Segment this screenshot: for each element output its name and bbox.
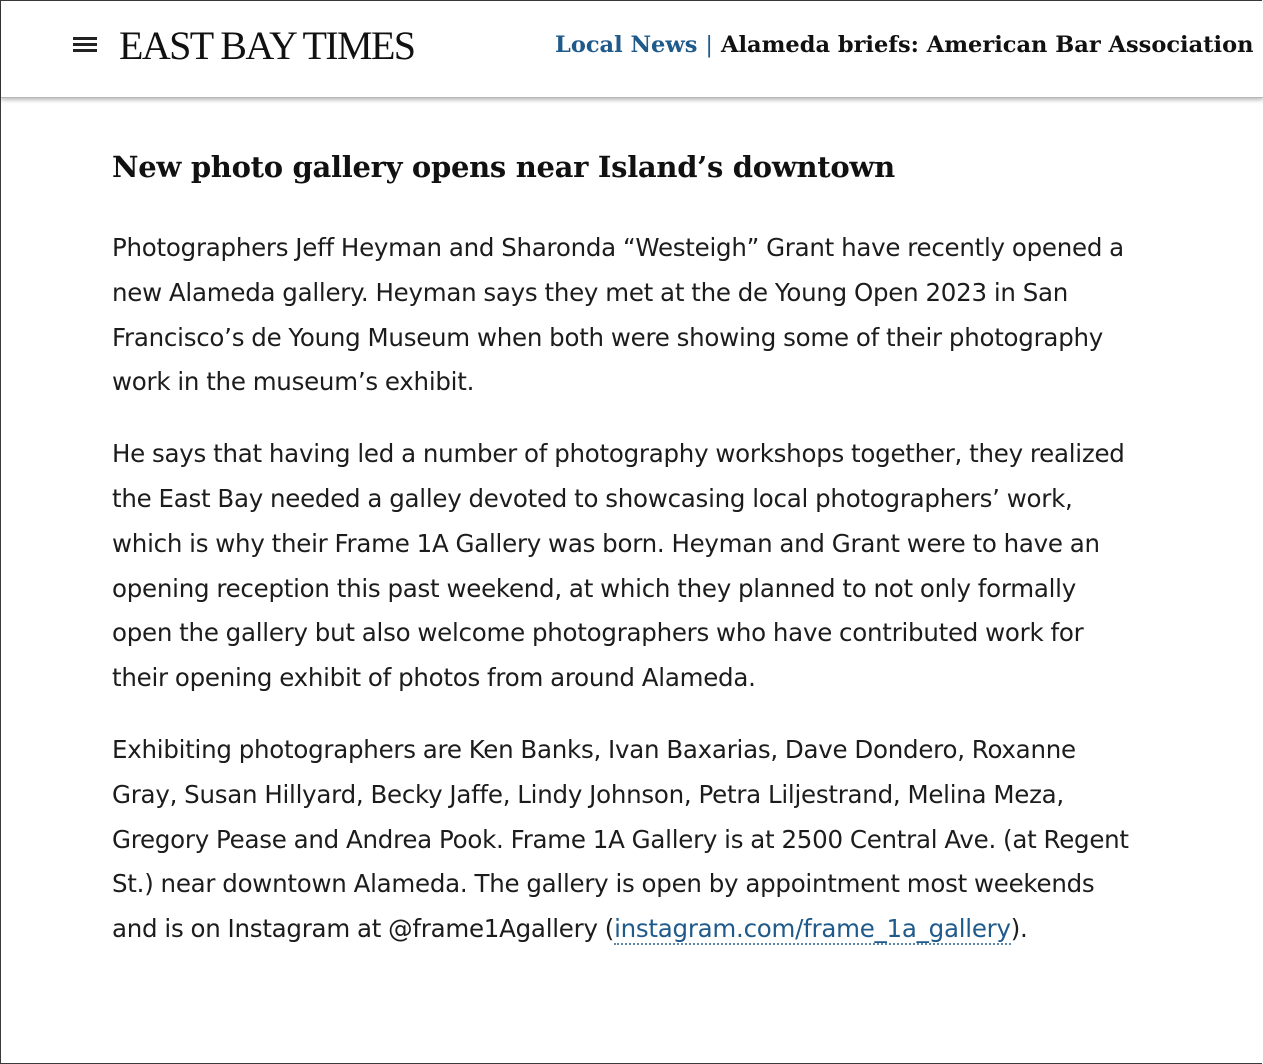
article-paragraph-2: He says that having led a number of photography workshops together, they realized the East Bay needed a galley devoted to showcasing local photographers’ work, which is why their Frame 1A Gallery was born. Heyman and Grant were to have an opening reception this past weekend, at which they planned to not only formally open the gallery but also welcome photographers who have contributed work for their opening exhibit of photos from around Alameda. (112, 439, 1125, 693)
article-paragraph-1: Photographers Jeff Heyman and Sharonda “Westeigh” Grant have recently opened a new Alameda gallery. Heyman says they met at the de Young Open 2023 in San Francisco’s de Young Museum when both were showing some of their photography work in the museum’s exhibit. (112, 233, 1124, 397)
hamburger-menu-icon[interactable] (73, 37, 97, 53)
site-header (1, 1, 1263, 98)
paragraph-3-text: Exhibiting photographers are Ken Banks, Ivan Baxarias, Dave Dondero, Roxanne Gray, Susan Hillyard, Becky Jaffe, Lindy Johnson, Petra Liljestrand, Melina Meza, Gregory Pease and Andrea Pook. Frame 1A Gallery is at 2500 Central Ave. (at Regent St.) near downtown Alameda. The gallery is open by appointment most weekends and is on Instagram at @frame1Agallery ( (112, 734, 1129, 944)
article-topline (555, 29, 1253, 61)
instagram-link[interactable]: instagram.com/frame_1a_gallery (614, 914, 1011, 944)
article-subhead: New photo gallery opens near Island’s downtown (112, 150, 895, 184)
section-link-local-news[interactable]: Local News (555, 32, 698, 58)
article-paragraph-3 (112, 728, 1142, 952)
paragraph-3-end: ). (1010, 914, 1028, 944)
article-body (112, 143, 1142, 979)
site-logo[interactable]: EAST BAY TIMES (119, 23, 415, 68)
topline-separator: | (705, 32, 713, 58)
article-headline-link[interactable]: Alameda briefs: American Bar Association (721, 32, 1254, 58)
